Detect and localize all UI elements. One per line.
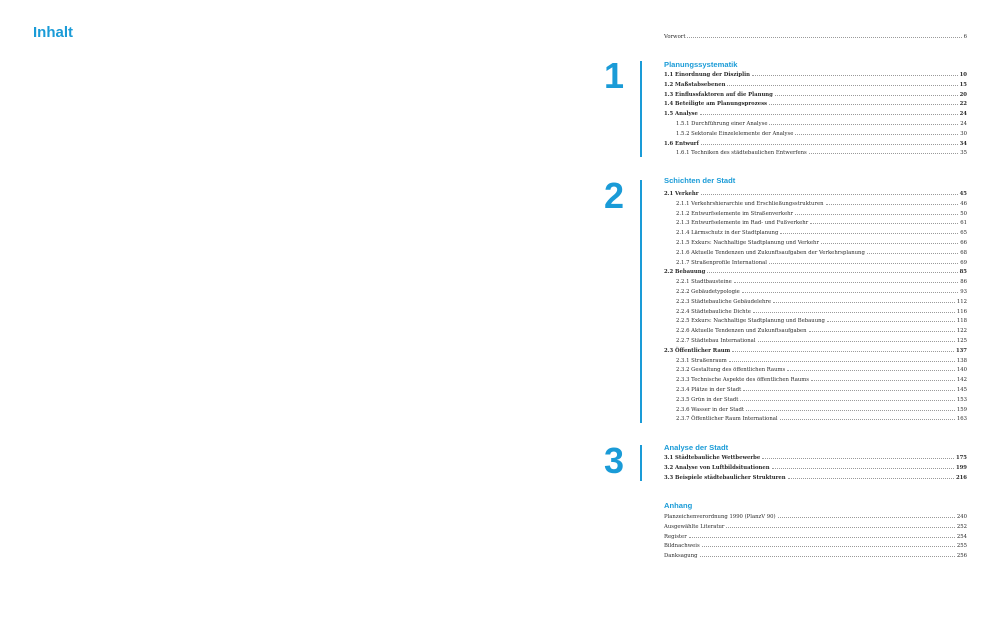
toc-page-number: 142 — [956, 377, 967, 384]
toc-page-number: 86 — [960, 279, 967, 286]
chapter-number: 2 — [603, 175, 624, 216]
toc-entry-label: 2.2.6 Aktuelle Tendenzen und Zukunftsaufgaben — [676, 328, 807, 335]
toc-entry-label: 2.1.2 Entwurfselemente im Straßenverkehr — [676, 210, 794, 217]
toc-page-number: 34 — [959, 140, 967, 147]
toc-entry-label: 3.2 Analyse von Luftbildsituationen — [664, 464, 770, 471]
toc-entry-label: 2.3.3 Technische Aspekte des öffentlichen Raums — [676, 377, 810, 384]
toc-entry[interactable] — [664, 258, 967, 268]
toc-entry-label: 1.5 Analyse — [664, 111, 698, 118]
toc-entry[interactable] — [664, 365, 967, 375]
toc-page-number: 68 — [960, 249, 967, 256]
leader-dots — [778, 512, 955, 518]
toc-entry[interactable] — [664, 287, 967, 297]
toc-page-number: 69 — [960, 259, 967, 266]
leader-dots — [821, 238, 958, 244]
toc-entry[interactable] — [664, 346, 967, 356]
toc-entry[interactable] — [664, 199, 967, 209]
toc-entry-label: Ausgewählte Literatur — [664, 523, 725, 530]
toc-entry[interactable] — [664, 395, 967, 405]
toc-entry-label: 2.1.6 Aktuelle Tendenzen und Zukunftsaufgaben der Verkehrsplanung — [676, 249, 865, 256]
toc-entry-label: Bildnachweis — [664, 543, 700, 550]
toc-entry-label: 2.3 Öffentlicher Raum — [664, 347, 731, 354]
toc-page-number: 24 — [960, 121, 967, 127]
chapter-title: Analyse der Stadt — [664, 443, 729, 452]
leader-dots — [769, 119, 958, 125]
toc-entry[interactable] — [664, 218, 967, 228]
toc-page-number: 20 — [959, 91, 967, 98]
toc-page-number: 122 — [956, 328, 967, 335]
toc-entry-label: 1.6 Entwurf — [664, 140, 699, 147]
toc-entry-label: Danksagung — [664, 553, 698, 560]
toc-entry-label: 1.1 Einordnung der Disziplin — [664, 72, 750, 78]
toc-entry-label: 2.2.7 Städtebau International — [676, 338, 756, 344]
toc-page-number: 22 — [959, 101, 967, 108]
toc-entry-label: 1.5.1 Durchführung einer Analyse — [676, 121, 768, 127]
leader-dots — [780, 228, 958, 234]
toc-page-number: 140 — [956, 367, 967, 374]
leader-dots — [787, 365, 955, 371]
toc-entry-label: 2.1 Verkehr — [664, 191, 699, 197]
leader-dots — [689, 532, 955, 538]
chapter-number: 1 — [603, 55, 624, 96]
toc-entry[interactable] — [664, 356, 967, 366]
toc-entry[interactable] — [664, 238, 967, 248]
toc-entry-label: 3.1 Städtebauliche Wettbewerbe — [664, 455, 761, 461]
leader-dots — [772, 463, 954, 469]
leader-dots — [707, 267, 957, 273]
toc-entry-label: 2.2.1 Stadtbausteine — [676, 279, 732, 286]
toc-entry[interactable] — [664, 307, 967, 317]
toc-page-number: 65 — [960, 230, 967, 237]
toc-page-number: 35 — [960, 150, 967, 157]
toc-entry[interactable] — [664, 522, 967, 532]
leader-dots — [809, 148, 959, 154]
leader-dots — [742, 287, 958, 293]
toc-page-number: 216 — [955, 474, 967, 481]
leader-dots — [795, 209, 958, 215]
toc-entry[interactable] — [664, 148, 967, 158]
toc-entry[interactable] — [664, 70, 967, 80]
leader-dots — [780, 414, 955, 420]
toc-page-number: 66 — [960, 240, 967, 246]
toc-page-number: 125 — [956, 338, 967, 344]
leader-dots — [701, 139, 958, 145]
leader-dots — [775, 90, 958, 96]
toc-entry[interactable] — [664, 109, 967, 119]
toc-page-number: 137 — [955, 347, 967, 354]
leader-dots — [726, 522, 954, 528]
leader-dots — [700, 551, 955, 557]
toc-entry[interactable] — [664, 551, 967, 561]
toc-entry[interactable] — [664, 414, 967, 424]
leader-dots — [743, 385, 955, 391]
leader-dots — [827, 316, 955, 322]
toc-entry-label: Vorwort — [664, 34, 686, 40]
leader-dots — [762, 453, 954, 459]
toc-page-number: 145 — [956, 387, 967, 393]
toc-page-number: 10 — [959, 72, 967, 78]
toc-entry-label: 2.1.5 Exkurs: Nachhaltige Stadtplanung und Verkehr — [676, 240, 819, 246]
leader-dots — [826, 199, 959, 205]
toc-page-number: 93 — [960, 289, 967, 295]
leader-dots — [746, 405, 955, 411]
leader-dots — [769, 258, 958, 264]
toc-page-number: 175 — [955, 455, 967, 461]
toc-entry[interactable] — [664, 189, 967, 199]
leader-dots — [811, 375, 955, 381]
toc-entry-label: 2.1.7 Straßenprofile International — [676, 259, 767, 266]
toc-page-number: 30 — [960, 130, 967, 137]
toc-entry[interactable] — [664, 316, 967, 326]
toc-page-number: 112 — [956, 298, 967, 305]
leader-dots — [701, 189, 958, 195]
toc-page-number: 199 — [955, 464, 967, 471]
leader-dots — [758, 336, 955, 342]
toc-entry-label: 2.2.4 Städtebauliche Dichte — [676, 308, 751, 315]
toc-entry[interactable] — [664, 405, 967, 415]
leader-dots — [752, 70, 958, 76]
toc-entry[interactable] — [664, 297, 967, 307]
toc-entry-label: Planzeichenverordnung 1990 (PlanzV 90) — [664, 514, 776, 520]
leader-dots — [700, 109, 958, 115]
toc-entry-label: 2.1.4 Lärmschutz in der Stadtplanung — [676, 230, 779, 237]
leader-dots — [753, 307, 955, 313]
chapter-divider — [640, 61, 642, 157]
leader-dots — [729, 356, 955, 362]
toc-entry-label: 2.3.6 Wasser in der Stadt — [676, 406, 745, 413]
chapter-title: Schichten der Stadt — [664, 176, 736, 185]
leader-dots — [769, 99, 958, 105]
toc-entry[interactable] — [664, 228, 967, 238]
leader-dots — [727, 80, 957, 86]
chapter-title: Planungssystematik — [664, 60, 738, 69]
toc-entry-vorwort[interactable] — [664, 32, 967, 42]
toc-entry-label: 2.1.1 Verkehrshierarchie und Erschließungsstrukturen — [676, 200, 824, 207]
toc-entry-label: 2.2.5 Exkurs: Nachhaltige Stadtplanung und Bebauung — [676, 318, 825, 325]
toc-page-number: 252 — [956, 523, 967, 530]
leader-dots — [732, 346, 954, 352]
toc-page-number: 153 — [956, 396, 967, 403]
toc-page-number: 159 — [956, 406, 967, 413]
toc-entry-label: 2.3.4 Plätze in der Stadt — [676, 387, 742, 393]
leader-dots — [773, 297, 955, 303]
leader-dots — [734, 277, 958, 283]
toc-entry-label: 2.1.3 Entwurfselemente im Rad- und Fußverkehr — [676, 220, 809, 227]
toc-entry[interactable] — [664, 119, 967, 129]
chapter-number: 3 — [603, 440, 624, 481]
toc-page-number: 85 — [959, 269, 967, 276]
toc-page-number: 118 — [956, 318, 967, 325]
toc-entry[interactable] — [664, 248, 967, 258]
toc-page-number: 24 — [959, 111, 967, 118]
toc-page-number: 116 — [956, 308, 967, 315]
toc-entry[interactable] — [664, 267, 967, 277]
toc-entry[interactable] — [664, 129, 967, 139]
toc-entry-label: 1.5.2 Sektorale Einzelelemente der Analyse — [676, 130, 794, 137]
toc-page-number: 6 — [963, 34, 967, 40]
toc-entry-label: 2.3.1 Straßenraum — [676, 357, 727, 364]
leader-dots — [795, 129, 958, 135]
toc-entry[interactable] — [664, 375, 967, 385]
toc-entry[interactable] — [664, 453, 967, 463]
appendix-title: Anhang — [664, 501, 693, 510]
leader-dots — [809, 326, 955, 332]
toc-page-number: 255 — [956, 543, 967, 550]
toc-entry[interactable] — [664, 336, 967, 346]
leader-dots — [702, 541, 955, 547]
toc-entry-label: 2.2 Bebauung — [664, 269, 706, 276]
toc-entry-label: 2.2.3 Städtebauliche Gebäudelehre — [676, 298, 772, 305]
toc-entry[interactable] — [664, 473, 967, 483]
toc-entry[interactable] — [664, 463, 967, 473]
toc-entry[interactable] — [664, 277, 967, 287]
leader-dots — [788, 473, 954, 479]
toc-entry-label: Register — [664, 533, 687, 540]
toc-page-number: 254 — [956, 533, 967, 540]
toc-page-number: 50 — [960, 210, 967, 217]
toc-page-number: 163 — [956, 416, 967, 423]
toc-page-number: 45 — [959, 191, 967, 197]
leader-dots — [810, 218, 958, 224]
toc-entry[interactable] — [664, 209, 967, 219]
leader-dots — [867, 248, 958, 254]
leader-dots — [740, 395, 954, 401]
toc-entry[interactable] — [664, 512, 967, 522]
toc-entry[interactable] — [664, 99, 967, 109]
toc-page-number: 15 — [959, 81, 967, 88]
toc-entry-label: 1.3 Einflussfaktoren auf die Planung — [664, 91, 773, 98]
toc-entry[interactable] — [664, 385, 967, 395]
toc-entry[interactable] — [664, 90, 967, 100]
chapter-divider — [640, 445, 642, 481]
chapter-divider — [640, 180, 642, 423]
toc-page-number: 138 — [956, 357, 967, 364]
toc-entry-label: 2.3.2 Gestaltung des öffentlichen Raums — [676, 367, 786, 374]
toc-entry-label: 3.3 Beispiele städtebaulicher Strukturen — [664, 474, 786, 481]
toc-entry[interactable] — [664, 80, 967, 90]
toc-entry-label: 2.3.7 Öffentlicher Raum International — [676, 416, 778, 423]
toc-entry-label: 1.6.1 Techniken des städtebaulichen Entwerfens — [676, 150, 807, 157]
toc-entry-label: 1.4 Beteiligte am Planungsprozess — [664, 101, 768, 108]
toc-page-number: 61 — [960, 220, 967, 227]
toc-entry[interactable] — [664, 139, 967, 149]
toc-entry[interactable] — [664, 541, 967, 551]
toc-page-number: 46 — [960, 200, 967, 207]
page-title: Inhalt — [33, 24, 73, 41]
toc-entry[interactable] — [664, 326, 967, 336]
toc-entry-label: 2.3.5 Grün in der Stadt — [676, 396, 739, 403]
toc-page-number: 240 — [956, 514, 967, 520]
toc-entry-label: 2.2.2 Gebäudetypologie — [676, 289, 740, 295]
leader-dots — [687, 32, 961, 38]
toc-entry-label: 1.2 Maßstabsebenen — [664, 81, 726, 88]
toc-entry[interactable] — [664, 532, 967, 542]
toc-page-number: 256 — [956, 553, 967, 560]
